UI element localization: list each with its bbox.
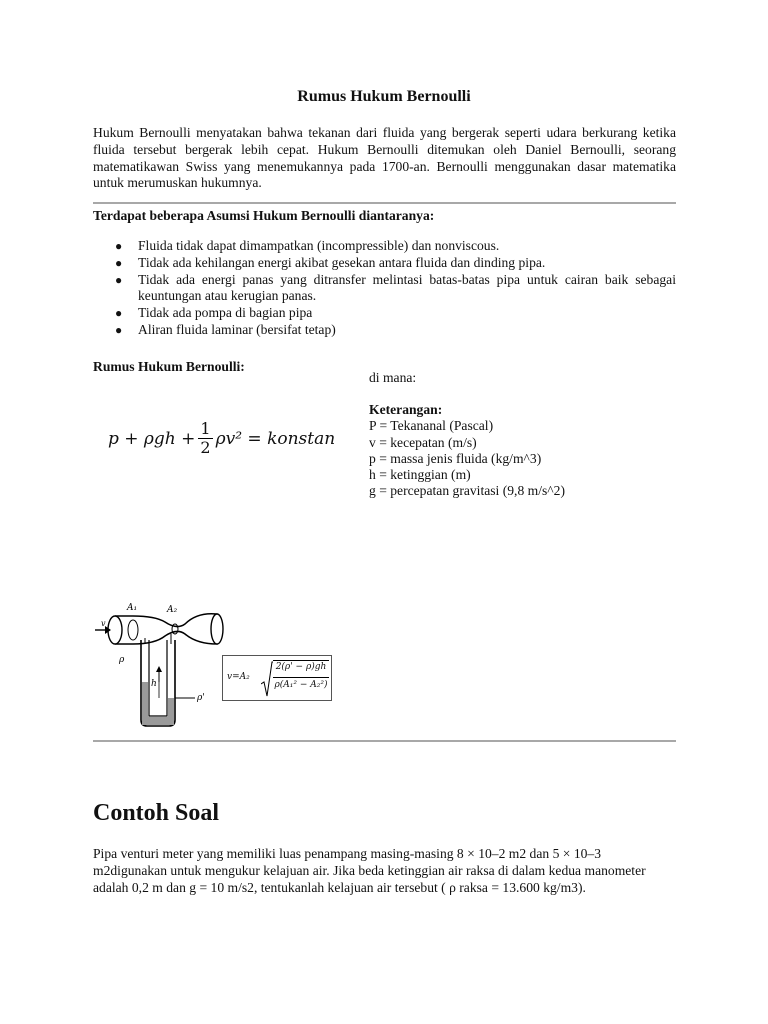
u-tube-inner — [149, 640, 167, 716]
list-item: ● Tidak ada energi panas yang ditransfer melintasi batas-batas pipa untuk cairan baik sebagai keuntungan atau kerugian panas. — [115, 271, 676, 304]
sqrt-icon — [261, 660, 273, 698]
bullet-icon: ● — [115, 322, 123, 337]
equation-lhs: v=A₂ — [227, 672, 250, 682]
formula-left: p + ρgh + — [108, 428, 196, 449]
label-v: v — [101, 619, 106, 628]
legend-item: v = kecepatan (m/s) — [369, 434, 477, 450]
list-item: ● Aliran fluida laminar (bersifat tetap) — [115, 321, 336, 337]
list-item: ● Tidak ada pompa di bagian pipa — [115, 305, 313, 321]
label-a2: A₂ — [167, 605, 178, 615]
equation-numerator: 2(ρ' − ρ)gh — [275, 662, 327, 672]
page-title: Rumus Hukum Bernoulli — [297, 88, 471, 105]
venturi-pipe — [115, 614, 217, 644]
bullet-icon: ● — [115, 272, 123, 287]
example-paragraph: Pipa venturi meter yang memiliki luas penampang masing-masing 8 × 10–2 m2 dan 5 × 10–3 m2digunakan untuk mengukur kelajuan air. Jika beda ketinggian air raksa di dalam kedua manometer adalah 0,2 m dan g = 10 m/s2, tentukanlah kelajuan air tersebut ( ρ raksa = 13.600 kg/m3). — [93, 846, 646, 895]
list-item: ● Fluida tidak dapat dimampatkan (incompressible) dan nonviscous. — [115, 238, 500, 253]
bullet-icon: ● — [115, 306, 123, 321]
formula-right: ρv² = konstan — [215, 428, 336, 449]
label-rho: ρ — [119, 655, 125, 665]
bullet-icon: ● — [115, 239, 123, 253]
label-rho-prime: ρ' — [197, 693, 205, 703]
assumptions-heading: Terdapat beberapa Asumsi Hukum Bernoulli diantaranya: — [93, 208, 435, 223]
legend-block — [369, 370, 565, 499]
section-a2 — [172, 624, 178, 634]
bernoulli-formula — [108, 420, 335, 457]
venturi-equation-box — [222, 655, 332, 701]
formula-fraction — [198, 420, 212, 457]
equation-denominator: ρ(A₁² − A₂²) — [274, 680, 328, 690]
example-heading: Contoh Soal — [93, 800, 220, 826]
list-item: ● Tidak ada kehilangan energi akibat gesekan antara fluida dan dinding pipa. — [115, 254, 546, 270]
fraction-denominator: 2 — [200, 438, 211, 457]
intro-paragraph: Hukum Bernoulli menyatakan bahwa tekanan dari fluida yang bergerak seperti udara berkurang ketika fluida tersebut bergerak lebih cepat. Hukum Bernoulli ditemukan oleh Daniel Bernoulli, seorang matematikawan Swiss yang menemukannya pada 1700-an. Bernoulli menggunakan dasar matematika untuk merumuskan hukumnya. — [93, 125, 676, 191]
divider — [93, 202, 676, 204]
label-h: h — [151, 679, 157, 689]
legend-item: P = Tekananal (Pascal) — [369, 418, 494, 434]
legend-heading: Keterangan: — [369, 402, 443, 418]
formula-heading: Rumus Hukum Bernoulli: — [93, 359, 245, 374]
section-a1 — [128, 620, 138, 640]
legend-item: p = massa jenis fluida (kg/m^3) — [369, 450, 542, 466]
divider — [93, 740, 676, 742]
bullet-icon: ● — [115, 255, 123, 270]
mercury-fill — [142, 682, 174, 725]
equation-fraction-bar — [273, 677, 329, 678]
pipe-outlet — [211, 614, 223, 644]
sqrt-bar — [273, 660, 329, 661]
label-a1: A₁ — [127, 603, 138, 613]
assumptions-list — [93, 238, 676, 339]
fraction-numerator: 1 — [200, 419, 211, 438]
legend-item: h = ketinggian (m) — [369, 467, 471, 483]
arrow-up-icon — [156, 666, 162, 672]
legend-item: g = percepatan gravitasi (9,8 m/s^2) — [369, 483, 565, 499]
where-label: di mana: — [369, 370, 417, 385]
